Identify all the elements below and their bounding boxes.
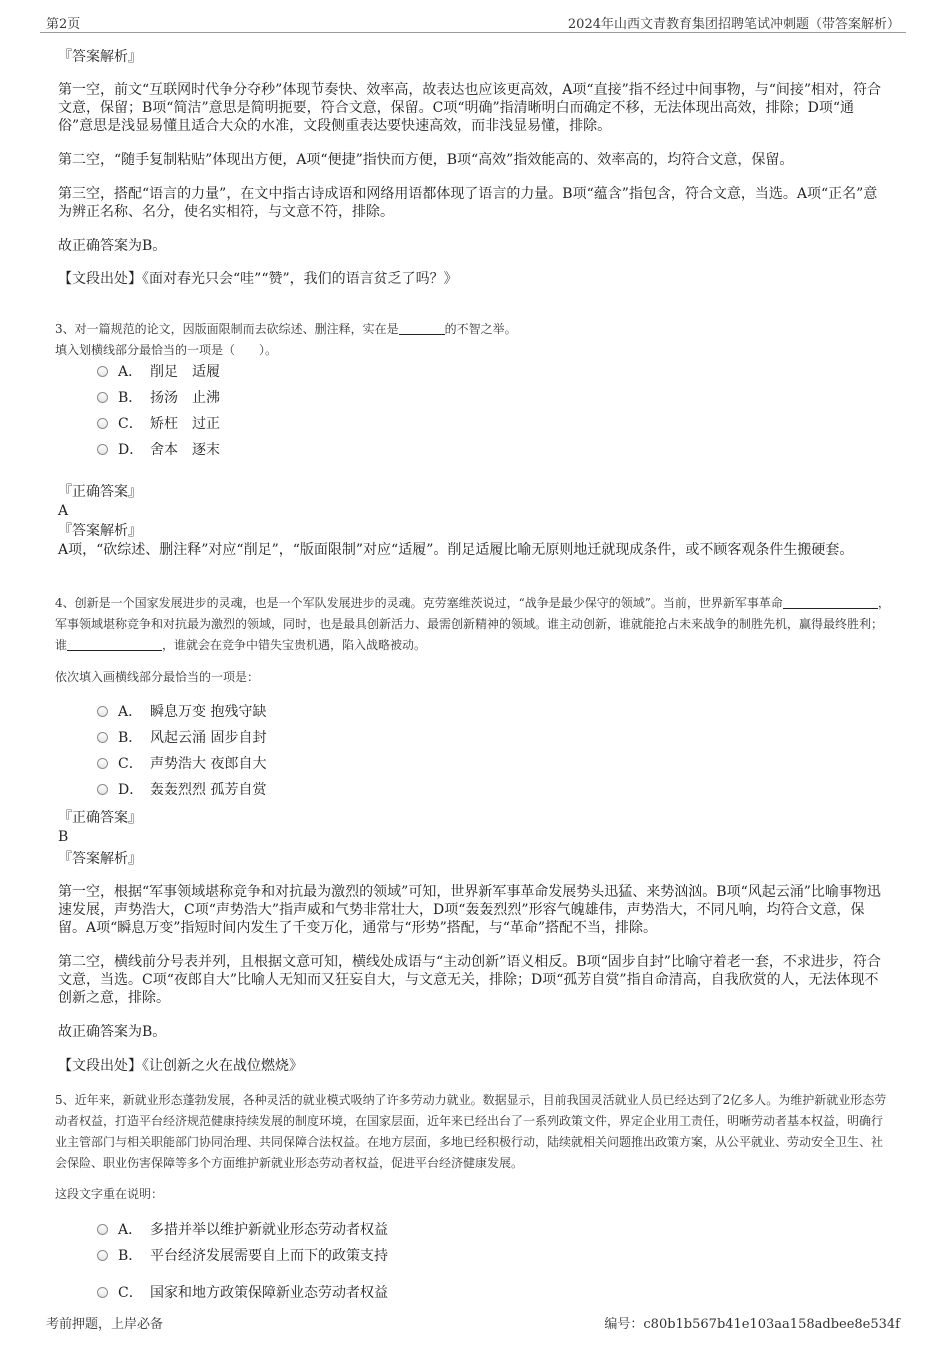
q5-stem: 5、近年来，新就业形态蓬勃发展，各种灵活的就业模式吸纳了许多劳动力就业。数据显示，目前我国灵活就业人员已经达到了2亿多人。为维护新就业形态劳动者权益，打造平台经济规范健康持续发展的制度环境，在国家层面，近年来已经出台了一系列政策文件，界定企业用工责任，明晰劳动者基本权益，明确行业主管部门与相关职能部门协同治理、共同保障合法权益。在地方层面，多地已经积极行动，陆续就相关问题推出政策方案，从公平就业、劳动安全卫生、社会保险、职业伤害保障等多个方面维护新就业形态劳动者权益，促进平台经济健康发展。 [55, 1093, 887, 1170]
radio-icon[interactable] [97, 758, 108, 769]
q3-option-a[interactable] [97, 362, 220, 382]
option-letter: C． [118, 416, 143, 432]
option-text: 风起云涌 固步自封 [150, 730, 267, 746]
option-text: 削足 适履 [150, 364, 220, 380]
q3-option-c[interactable] [97, 414, 220, 434]
q3-stem [55, 319, 890, 361]
q4-source: 【文段出处】《让创新之火在战位燃烧》 [58, 1058, 303, 1074]
q5-option-b[interactable] [97, 1246, 388, 1266]
page-header [40, 8, 906, 33]
q4-stem2: 依次填入画横线部分最恰当的一项是： [55, 670, 260, 684]
q4-stem-a: 4、创新是一个国家发展进步的灵魂，也是一个军队发展进步的灵魂。克劳塞维茨说过，“战争是最少保守的领域”。当前，世界新军事革命 [55, 596, 783, 610]
option-letter: B． [118, 1248, 143, 1264]
q4-option-d[interactable] [97, 780, 266, 800]
option-text: 声势浩大 夜郎自大 [150, 756, 267, 772]
q4-conclusion: 故正确答案为B。 [58, 1024, 167, 1040]
q4-stem [55, 593, 890, 656]
q4-blank-1 [783, 596, 878, 609]
option-letter: B． [118, 730, 143, 746]
radio-icon[interactable] [97, 392, 108, 403]
q4-analysis-p1: 第一空，根据“军事领域堪称竞争和对抗最为激烈的领域”可知，世界新军事革命发展势头迅猛、来势汹汹。B项“风起云涌”比喻事物迅速发展，声势浩大，C项“声势浩大”指声威和气势非常壮大，D项“轰轰烈烈”形容气魄雄伟，声势浩大，不同凡响，均符合文意，保留。A项“瞬息万变”指短时间内发生了千变万化，通常与“形势”搭配，与“革命”搭配不当，排除。 [58, 884, 881, 936]
q2-source: 【文段出处】《面对春光只会“哇”“赞”，我们的语言贫乏了吗？》 [58, 271, 458, 287]
q4-answer: B [58, 829, 69, 845]
q3-stem-a: 3、对一篇规范的论文，因版面限制而去砍综述、删注释，实在是 [55, 322, 399, 336]
q2-conclusion: 故正确答案为B。 [58, 238, 167, 254]
q3-answer-label: 『正确答案』 [58, 484, 142, 500]
q3-analysis-label: 『答案解析』 [58, 523, 142, 539]
option-letter: A． [118, 1222, 143, 1238]
radio-icon[interactable] [97, 1250, 108, 1261]
radio-icon[interactable] [97, 418, 108, 429]
option-letter: A． [118, 704, 143, 720]
radio-icon[interactable] [97, 732, 108, 743]
radio-icon[interactable] [97, 366, 108, 377]
option-text: 瞬息万变 抱残守缺 [150, 704, 267, 720]
option-letter: A． [118, 364, 143, 380]
page-number: 第2页 [46, 17, 81, 32]
option-text: 矫枉 过正 [150, 416, 220, 432]
option-text: 平台经济发展需要自上而下的政策支持 [150, 1248, 388, 1264]
q3-blank [399, 322, 445, 335]
radio-icon[interactable] [97, 1224, 108, 1235]
q5-stem2: 这段文字重在说明： [55, 1187, 164, 1201]
option-letter: C． [118, 1285, 143, 1301]
radio-icon[interactable] [97, 444, 108, 455]
option-letter: D． [118, 442, 144, 458]
q2-analysis-p3: 第三空，搭配“语言的力量”，在文中指古诗成语和网络用语都体现了语言的力量。B项“蕴含”指包含，符合文意，当选。A项“正名”意为辨正名称、名分，使名实相符，与文意不符，排除。 [58, 186, 878, 220]
q3-option-b[interactable] [97, 388, 220, 408]
radio-icon[interactable] [97, 1287, 108, 1298]
footer-serial: 编号：c80b1b567b41e103aa158adbee8e534f [604, 1317, 900, 1332]
q4-analysis-label: 『答案解析』 [58, 851, 142, 867]
q4-option-b[interactable] [97, 728, 266, 748]
option-text: 国家和地方政策保障新业态劳动者权益 [150, 1285, 388, 1301]
option-text: 多措并举以维护新就业形态劳动者权益 [150, 1222, 388, 1238]
q2-analysis-label: 『答案解析』 [58, 49, 142, 65]
radio-icon[interactable] [97, 784, 108, 795]
footer-slogan: 考前押题，上岸必备 [46, 1317, 164, 1332]
option-letter: D． [118, 782, 144, 798]
radio-icon[interactable] [97, 706, 108, 717]
q5-option-c[interactable] [97, 1283, 388, 1303]
option-letter: B． [118, 390, 143, 406]
q4-stem-b: ，军事领域堪称竞争和对抗最为激烈的领域，同时，也是最具创新活力、最需创新精神的领域。谁主动创新，谁就能抢占未来战争的制胜先机，赢得最终胜利；谁 [55, 596, 890, 652]
q4-analysis-p2: 第二空，横线前分号表并列，且根据文意可知，横线处成语与“主动创新”语义相反。B项“固步自封”比喻守着老一套，不求进步，符合文意，当选。C项“夜郎自大”比喻人无知而又狂妄自大，与文意无关，排除；D项“孤芳自赏”指自命清高，自我欣赏的人，无法体现不创新之意，排除。 [58, 954, 881, 1006]
option-letter: C． [118, 756, 143, 772]
q4-answer-label: 『正确答案』 [58, 810, 142, 826]
option-text: 舍本 逐末 [150, 442, 220, 458]
q4-blank-2 [67, 638, 162, 651]
q5-option-a[interactable] [97, 1220, 388, 1240]
q2-analysis-p1: 第一空，前文“互联网时代争分夺秒”体现节奏快、效率高，故表达也应该更高效，A项“直接”指不经过中间事物，与“间接”相对，符合文意，保留；B项“简洁”意思是简明扼要，符合文意，保留。C项“明确”指清晰明白而确定不移，无法体现出高效，排除；D项“通俗”意思是浅显易懂且适合大众的水准，文段侧重表达要快速高效，而非浅显易懂，排除。 [58, 82, 882, 134]
q3-option-d[interactable] [97, 440, 220, 460]
q4-option-a[interactable] [97, 702, 266, 722]
q3-stem2: 填入划横线部分最恰当的一项是（ ）。 [55, 343, 278, 357]
q4-stem-c: ，谁就会在竞争中错失宝贵机遇，陷入战略被动。 [162, 638, 427, 652]
document-title: 2024年山西文青教育集团招聘笔试冲刺题（带答案解析） [567, 17, 900, 32]
option-text: 扬汤 止沸 [150, 390, 220, 406]
q3-analysis: A项，“砍综述、删注释”对应“削足”，“版面限制”对应“适履”。削足适履比喻无原则地迁就现成条件，或不顾客观条件生搬硬套。 [58, 542, 854, 558]
option-text: 轰轰烈烈 孤芳自赏 [150, 782, 267, 798]
q2-analysis-p2: 第二空，“随手复制粘贴”体现出方便，A项“便捷”指快而方便，B项“高效”指效能高的、效率高的，均符合文意，保留。 [58, 152, 794, 168]
q3-answer: A [58, 503, 69, 519]
q4-option-c[interactable] [97, 754, 266, 774]
q3-stem-b: 的不智之举。 [444, 322, 517, 336]
